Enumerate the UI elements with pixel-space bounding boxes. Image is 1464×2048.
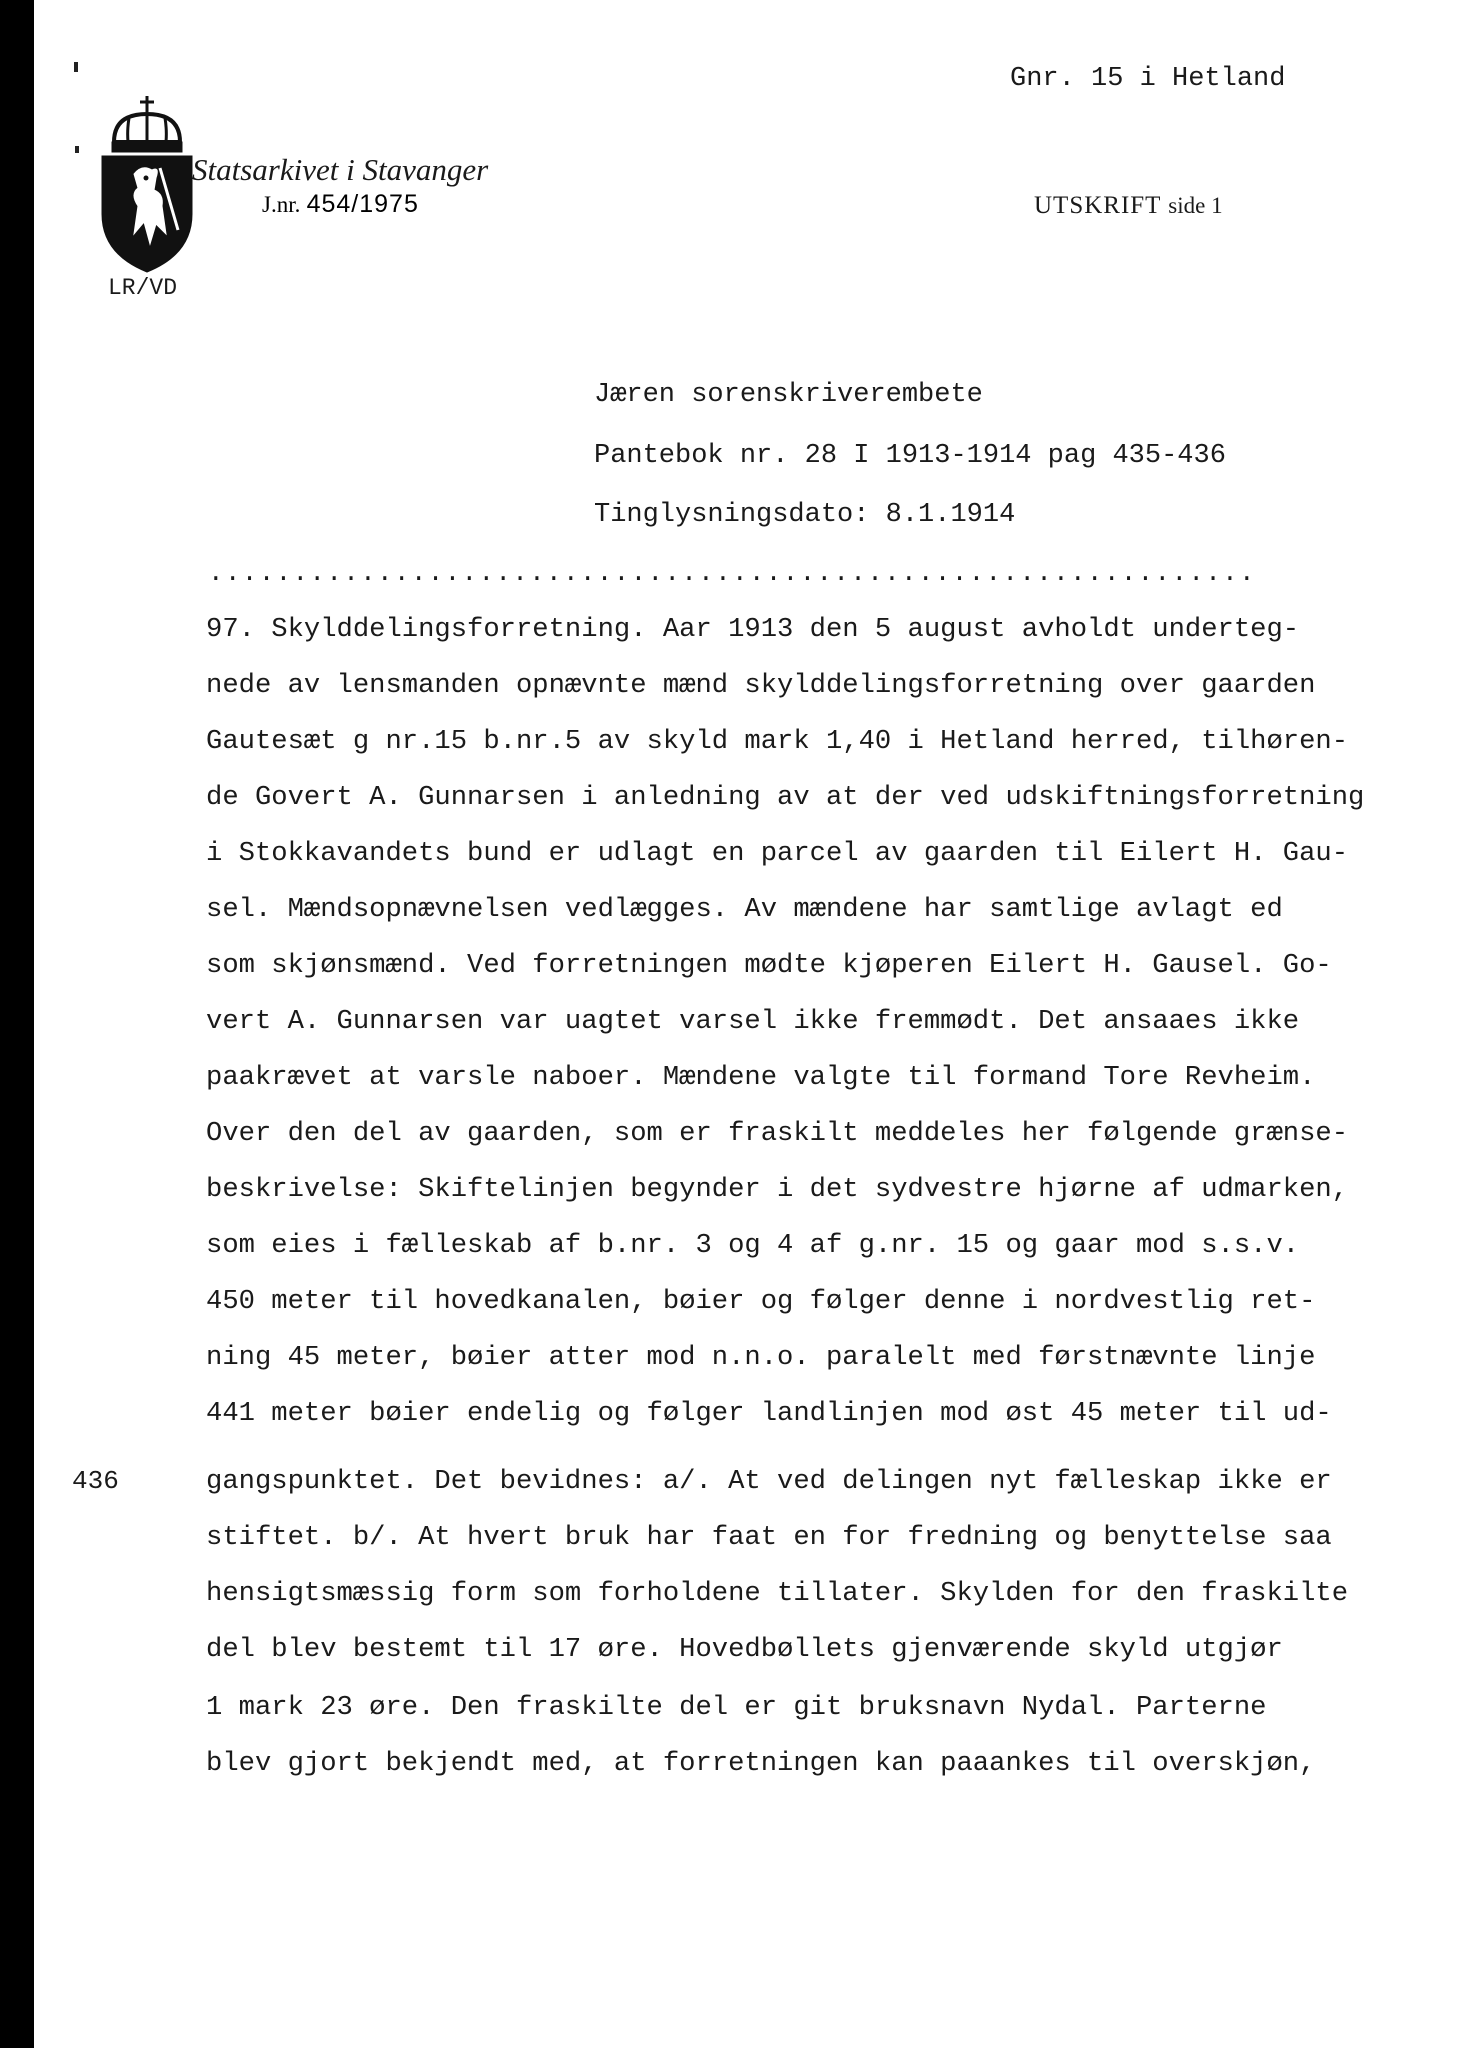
margin-mark: [75, 146, 79, 153]
source-book: Pantebok nr. 28 I 1913-1914 pag 435-436: [594, 441, 1226, 471]
separator-line: ..............................................................: [208, 558, 1256, 588]
document-page: [34, 0, 1464, 2048]
coat-of-arms-icon: [94, 94, 200, 274]
margin-mark: [74, 62, 78, 72]
body-line: nede av lensmanden opnævnte mænd skylddelingsforretning over gaarden: [206, 670, 1316, 701]
archive-name: Statsarkivet i Stavanger: [192, 152, 489, 187]
jnr-label: J.nr.: [262, 192, 301, 217]
body-line: hensigtsmæssig form som forholdene tillater. Skylden for den fraskilte: [206, 1578, 1349, 1609]
margin-page-number: 436: [72, 1466, 119, 1496]
body-line: stiftet. b/. At hvert bruk har faat en for fredning og benyttelse saa: [206, 1522, 1332, 1553]
body-line: vert A. Gunnarsen var uagtet varsel ikke fremmødt. Det ansaaes ikke: [206, 1006, 1300, 1037]
body-line: beskrivelse: Skiftelinjen begynder i det sydvestre hjørne af udmarken,: [206, 1174, 1349, 1205]
body-line: 450 meter til hovedkanalen, bøier og følger denne i nordvestlig ret-: [206, 1286, 1316, 1317]
body-line: paakrævet at varsle naboer. Mændene valgte til formand Tore Revheim.: [206, 1062, 1316, 1093]
utskrift-title: UTSKRIFT: [1034, 192, 1162, 219]
body-line: gangspunktet. Det bevidnes: a/. At ved delingen nyt fælleskap ikke er: [206, 1466, 1332, 1497]
body-line: del blev bestemt til 17 øre. Hovedbøllets gjenværende skyld utgjør: [206, 1634, 1283, 1665]
body-line: i Stokkavandets bund er udlagt en parcel av gaarden til Eilert H. Gau-: [206, 838, 1349, 869]
body-line: Gautesæt g nr.15 b.nr.5 av skyld mark 1,40 i Hetland herred, tilhøren-: [206, 726, 1349, 757]
body-line: ning 45 meter, bøier atter mod n.n.o. paralelt med førstnævnte linje: [206, 1342, 1316, 1373]
body-line: 441 meter bøier endelig og følger landlinjen mod øst 45 meter til ud-: [206, 1398, 1332, 1429]
body-line: 97. Skylddelingsforretning. Aar 1913 den 5 august avholdt underteg-: [206, 614, 1300, 645]
body-line: 1 mark 23 øre. Den fraskilte del er git bruksnavn Nydal. Parterne: [206, 1692, 1267, 1723]
body-line: som eies i fælleskab af b.nr. 3 og 4 af g.nr. 15 og gaar mod s.s.v.: [206, 1230, 1300, 1261]
jnr-value: 454/1975: [306, 190, 419, 218]
gnr-reference: Gnr. 15 i Hetland: [1010, 64, 1286, 94]
body-line: som skjønsmænd. Ved forretningen mødte kjøperen Eilert H. Gausel. Go-: [206, 950, 1332, 981]
registration-date: Tinglysningsdato: 8.1.1914: [594, 500, 1016, 530]
body-line: Over den del av gaarden, som er fraskilt meddeles her følgende grænse-: [206, 1118, 1349, 1149]
initials: LR/VD: [108, 275, 178, 301]
journal-number: [262, 190, 419, 219]
source-office: Jæren sorenskriverembete: [594, 380, 983, 410]
utskrift-label: [1034, 192, 1223, 220]
body-line: de Govert A. Gunnarsen i anledning av at der ved udskiftningsforretning: [206, 782, 1365, 813]
page-indicator: side 1: [1168, 193, 1223, 218]
body-line: sel. Mændsopnævnelsen vedlægges. Av mændene har samtlige avlagt ed: [206, 894, 1283, 925]
body-line: blev gjort bekjendt med, at forretningen kan paaankes til overskjøn,: [206, 1748, 1316, 1779]
